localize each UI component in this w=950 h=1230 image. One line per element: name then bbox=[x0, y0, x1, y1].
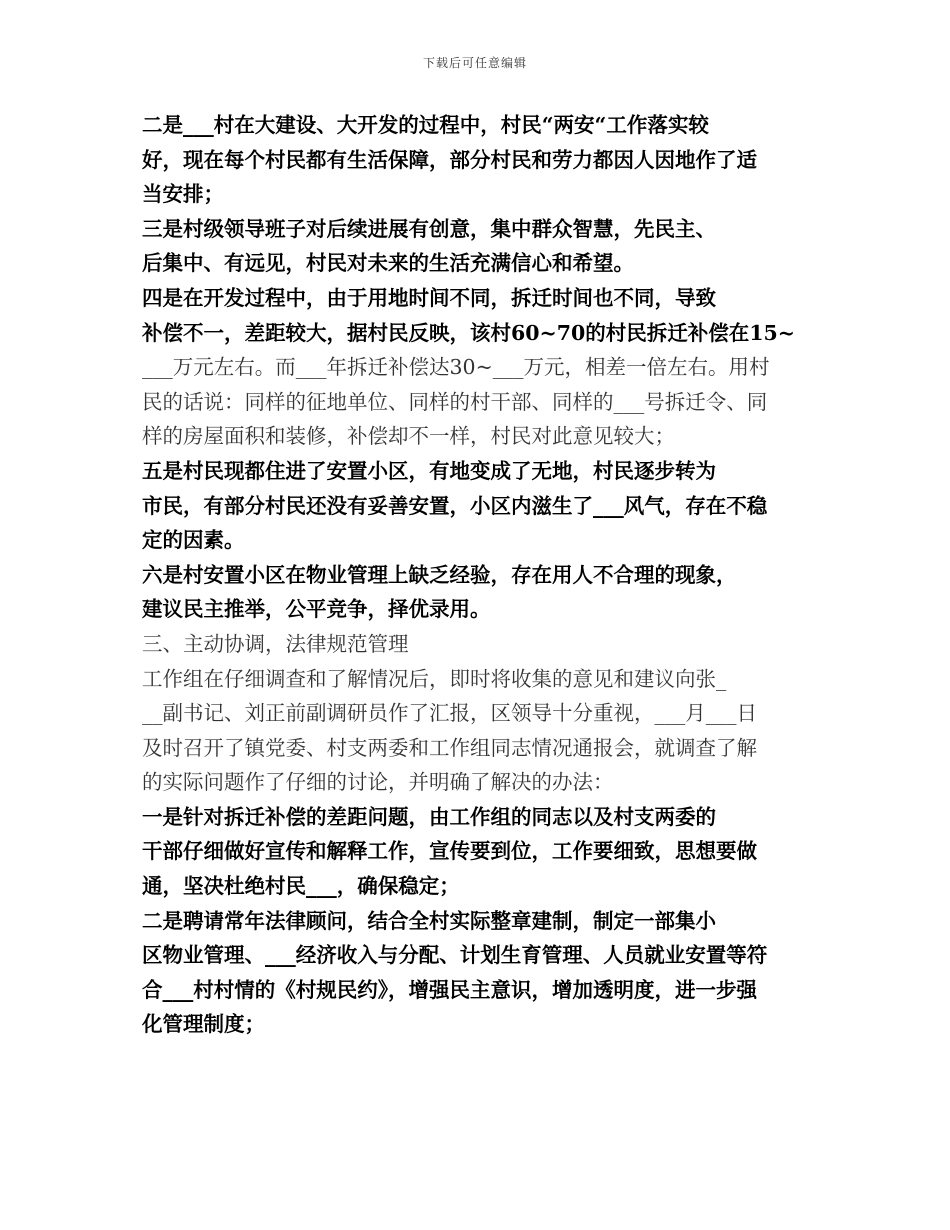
page-header: 下载后可任意编辑 bbox=[422, 56, 527, 70]
text-line: 补偿不一，差距较大，据村民反映，该村60~70的村民拆迁补偿在15~ bbox=[142, 320, 795, 345]
text-line: 当安排； bbox=[142, 182, 224, 207]
text-line: 合___村村情的《村规民约》，增强民主意识，增加透明度，进一步强 bbox=[142, 977, 757, 1002]
paragraph bbox=[142, 627, 810, 662]
document-body bbox=[142, 108, 810, 1042]
text-line: 干部仔细做好宣传和解释工作，宣传要到位，工作要细致，思想要做 bbox=[142, 839, 757, 864]
text-line: 建议民主推举，公平竞争，择优录用。 bbox=[142, 597, 491, 622]
text-line: 二是聘请常年法律顾问，结合全村实际整章建制，制定一部集小 bbox=[142, 908, 716, 933]
paragraph bbox=[142, 108, 810, 212]
text-line: ___万元左右。而___年拆迁补偿达30~___万元，相差一倍左右。用村 bbox=[142, 355, 770, 380]
text-line: 四是在开发过程中，由于用地时间不同，拆迁时间也不同，导致 bbox=[142, 285, 716, 310]
text-line: 好，现在每个村民都有生活保障，部分村民和劳力都因人因地作了适 bbox=[142, 147, 757, 172]
text-line: 二是___村在大建设、大开发的过程中，村民“两安“工作落实较 bbox=[142, 113, 709, 137]
paragraph bbox=[142, 454, 810, 558]
text-line: 通，坚决杜绝村民___，确保稳定； bbox=[142, 874, 460, 899]
text-line: 三是村级领导班子对后续进展有创意，集中群众智慧，先民主、 bbox=[142, 216, 716, 241]
text-line: 一是针对拆迁补偿的差距问题，由工作组的同志以及村支两委的 bbox=[142, 804, 716, 829]
paragraph bbox=[142, 350, 810, 454]
paragraph bbox=[142, 662, 810, 800]
text-line: 化管理制度； bbox=[142, 1012, 265, 1037]
paragraph bbox=[142, 800, 810, 904]
text-line: 三、主动协调，法律规范管理 bbox=[142, 631, 409, 656]
text-line: 五是村民现都住进了安置小区，有地变成了无地，村民逐步转为 bbox=[142, 458, 716, 483]
text-line: 的实际问题作了仔细的讨论，并明确了解决的办法： bbox=[142, 770, 614, 795]
text-line: 后集中、有远见，村民对未来的生活充满信心和希望。 bbox=[142, 251, 634, 276]
text-line: 定的因素。 bbox=[142, 528, 245, 553]
text-line: 样的房屋面积和装修，补偿却不一样，村民对此意见较大； bbox=[142, 424, 675, 449]
text-line: 及时召开了镇党委、村支两委和工作组同志情况通报会，就调查了解 bbox=[142, 735, 757, 760]
text-line: 民的话说：同样的征地单位、同样的村干部、同样的___号拆迁令、同 bbox=[142, 389, 768, 414]
text-line: 六是村安置小区在物业管理上缺乏经验，存在用人不合理的现象， bbox=[142, 562, 737, 587]
paragraph bbox=[142, 212, 810, 281]
paragraph bbox=[142, 904, 810, 1042]
text-line: __副书记、刘正前副调研员作了汇报，区领导十分重视，___月___日 bbox=[142, 701, 757, 726]
paragraph bbox=[142, 281, 810, 350]
text-line: 区物业管理、___经济收入与分配、计划生育管理、人员就业安置等符 bbox=[142, 943, 768, 968]
paragraph bbox=[142, 558, 810, 627]
text-line: 工作组在仔细调查和了解情况后，即时将收集的意见和建议向张_ bbox=[142, 666, 727, 691]
text-line: 市民，有部分村民还没有妥善安置，小区内滋生了___风气，存在不稳 bbox=[142, 493, 768, 518]
